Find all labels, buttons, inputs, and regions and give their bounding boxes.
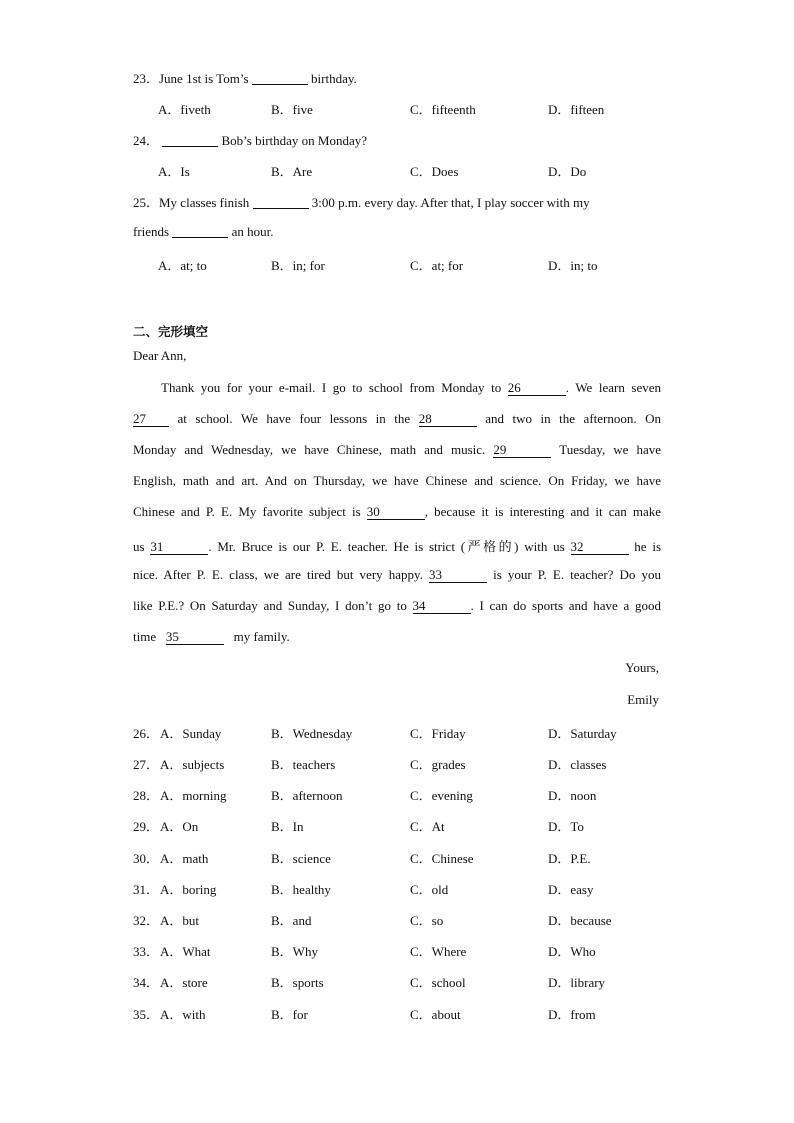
question-24-stem: 24． Bob’s birthday on Monday? [133,133,368,148]
question-number: 29． [133,819,160,834]
option-b[interactable]: B．In [271,819,304,834]
cloze-question-row [133,879,673,897]
question-number: 27． [133,757,160,772]
option-c[interactable]: C．Chinese [410,851,474,866]
cloze-blank-33[interactable]: 33 [429,568,487,583]
cloze-blank-28[interactable]: 28 [419,412,477,427]
option-a[interactable]: A．boring [160,882,217,897]
option-b[interactable]: B．science [271,851,331,866]
option-a[interactable]: A．with [160,1007,206,1022]
option-c[interactable]: C．Friday [410,726,466,741]
option-d[interactable]: D．library [548,975,606,990]
section-title: 二、完形填空 [133,324,209,339]
option-d[interactable]: D．Do [548,164,587,179]
cloze-question-row [133,754,673,772]
question-23-options [133,99,673,117]
option-d[interactable]: D．Saturday [548,726,617,741]
letter-line: Chinese and P. E. My favorite subject is 30 , because it is interesting and it can make [133,504,662,519]
option-c[interactable]: C．At [410,819,445,834]
option-c[interactable]: C．Where [410,944,467,959]
option-b[interactable]: B．teachers [271,757,336,772]
letter-line: Thank you for your e-mail. I go to school from Monday to 26 . We learn seven [161,380,661,395]
cloze-blank-34[interactable]: 34 [413,599,471,614]
option-a[interactable]: A．morning [160,788,227,803]
option-d[interactable]: D．noon [548,788,597,803]
question-25-stem-line2: friends an hour. [133,224,274,239]
option-c[interactable]: C．at; for [410,258,464,273]
option-a[interactable]: A．Is [158,164,190,179]
cloze-blank-30[interactable]: 30 [367,505,425,520]
cloze-blank-27[interactable]: 27 [133,412,169,427]
option-a[interactable]: A．but [160,913,200,928]
option-b[interactable]: B．Are [271,164,313,179]
letter-line: English, math and art. And on Thursday, we have Chinese and science. On Friday, we have [133,473,661,488]
option-a[interactable]: A．On [160,819,199,834]
option-b[interactable]: B．Why [271,944,318,959]
option-c[interactable]: C．about [410,1007,461,1022]
option-a[interactable]: A．fiveth [158,102,211,117]
option-d[interactable]: D．To [548,819,584,834]
letter-line: nice. After P. E. class, we are tired but very happy. 33 is your P. E. teacher? Do you [133,567,662,582]
cloze-question-row [133,785,673,803]
question-number: 31． [133,882,160,897]
option-d[interactable]: D．P.E. [548,851,591,866]
option-d[interactable]: D．because [548,913,612,928]
option-b[interactable]: B．healthy [271,882,331,897]
option-c[interactable]: C．so [410,913,444,928]
option-b[interactable]: B．Wednesday [271,726,353,741]
option-b[interactable]: B．sports [271,975,324,990]
answer-blank[interactable] [252,72,308,85]
option-a[interactable]: A．at; to [158,258,207,273]
option-c[interactable]: C．school [410,975,466,990]
cloze-blank-32[interactable]: 32 [571,540,629,555]
option-c[interactable]: C．evening [410,788,473,803]
option-d[interactable]: D．fifteen [548,102,605,117]
question-25-options [133,255,673,273]
option-a[interactable]: A．What [160,944,211,959]
cloze-blank-26[interactable]: 26 [508,381,566,396]
letter-closing: Yours, [625,660,659,675]
answer-blank[interactable] [172,225,228,238]
option-d[interactable]: D．Who [548,944,596,959]
option-b[interactable]: B．afternoon [271,788,343,803]
cloze-question-row [133,972,673,990]
letter-line: like P.E.? On Saturday and Sunday, I don’t go to 34 . I can do sports and have a good [133,598,661,613]
question-number: 30． [133,851,160,866]
option-c[interactable]: C．Does [410,164,459,179]
letter-line: us 31 . Mr. Bruce is our P. E. teacher. He is strict (严格的) with us 32 he is [133,539,661,554]
option-a[interactable]: A．math [160,851,209,866]
cloze-question-row [133,848,673,866]
question-number: 35． [133,1007,160,1022]
option-b[interactable]: B．and [271,913,312,928]
answer-blank[interactable] [162,134,218,147]
option-d[interactable]: D．in; to [548,258,598,273]
option-a[interactable]: A．store [160,975,208,990]
letter-signature: Emily [627,692,659,707]
cloze-question-row [133,910,673,928]
option-c[interactable]: C．old [410,882,449,897]
answer-blank[interactable] [253,196,309,209]
cloze-blank-29[interactable]: 29 [493,443,551,458]
letter-greeting: Dear Ann, [133,348,187,363]
cloze-question-row [133,1004,673,1022]
letter-line: time 35 my family. [133,629,290,644]
option-b[interactable]: B．for [271,1007,308,1022]
option-a[interactable]: A．Sunday [160,726,222,741]
option-a[interactable]: A．subjects [160,757,225,772]
option-b[interactable]: B．five [271,102,313,117]
question-number: 33． [133,944,160,959]
cloze-question-row [133,941,673,959]
question-number: 26． [133,726,160,741]
cloze-blank-35[interactable]: 35 [166,630,224,645]
cloze-blank-31[interactable]: 31 [150,540,208,555]
question-number: 32． [133,913,160,928]
option-c[interactable]: C．fifteenth [410,102,476,117]
letter-line: 27 at school. We have four lessons in the 28 and two in the afternoon. On [133,411,662,426]
option-d[interactable]: D．easy [548,882,594,897]
option-d[interactable]: D．from [548,1007,596,1022]
option-b[interactable]: B．in; for [271,258,325,273]
cloze-question-row [133,816,673,834]
question-number: 34． [133,975,160,990]
letter-line: Monday and Wednesday, we have Chinese, math and music. 29 Tuesday, we have [133,442,662,457]
question-23-stem: 23．June 1st is Tom’s birthday. [133,71,357,86]
question-number: 28． [133,788,160,803]
cloze-question-row [133,723,673,741]
question-24-options [133,161,673,179]
question-25-stem: 25．My classes finish 3:00 p.m. every day. After that, I play soccer with my [133,195,590,210]
option-d[interactable]: D．classes [548,757,607,772]
option-c[interactable]: C．grades [410,757,466,772]
